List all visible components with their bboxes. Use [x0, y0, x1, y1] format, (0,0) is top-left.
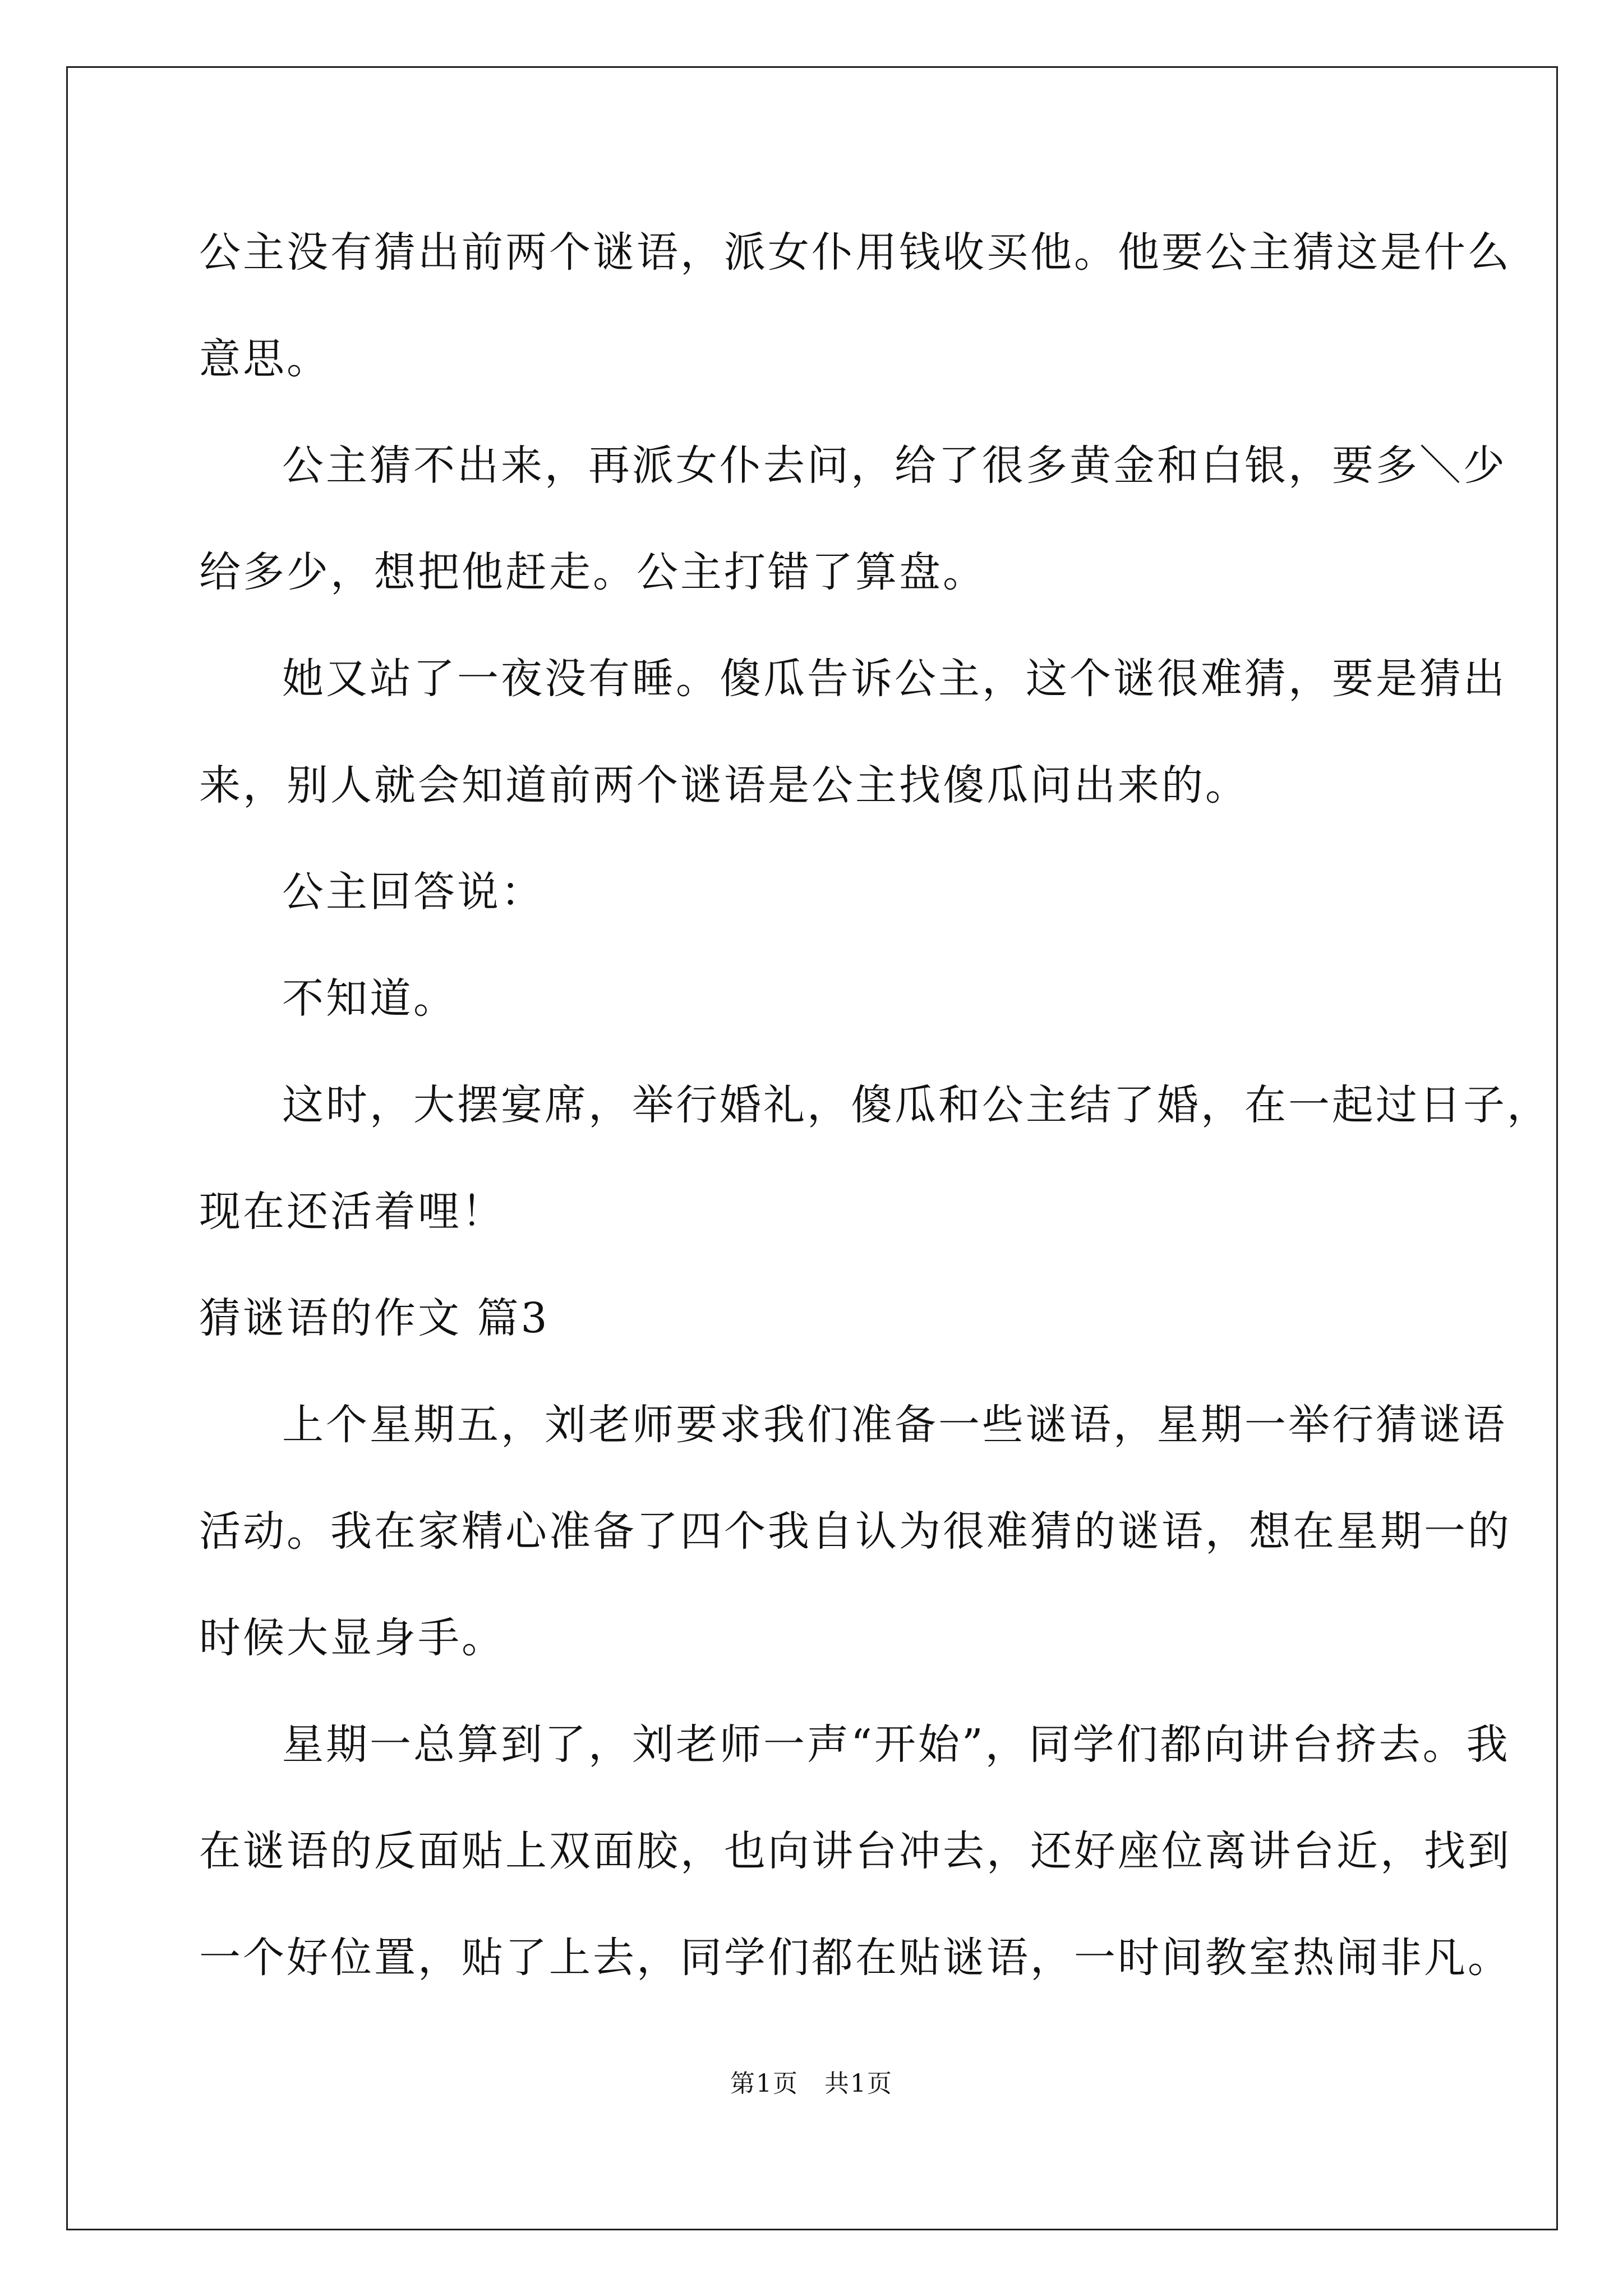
paragraph-line: 在谜语的反面贴上双面胶，也向讲台冲去，还好座位离讲台近，找到 [199, 1827, 1511, 1875]
paragraph-line: 她又站了一夜没有睡。傻瓜告诉公主，这个谜很难猜，要是猜出 [282, 655, 1507, 703]
paragraph-line: 上个星期五，刘老师要求我们准备一些谜语，星期一举行猜谜语 [282, 1401, 1507, 1449]
paragraph-line: 意思。 [199, 335, 330, 383]
paragraph-line: 现在还活着哩！ [199, 1188, 505, 1236]
paragraph-line: 星期一总算到了，刘老师一声“开始”，同学们都向讲台挤去。我 [282, 1720, 1510, 1769]
paragraph-line: 时候大显身手。 [199, 1614, 505, 1662]
paragraph-line: 给多少，想把他赶走。公主打错了算盘。 [199, 548, 986, 596]
page-border [66, 66, 1558, 2230]
page-number-footer: 第1页 共1页 [730, 2069, 893, 2098]
paragraph-line: 公主猜不出来，再派女仆去问，给了很多黄金和白银，要多＼少 [282, 441, 1507, 490]
paragraph-line: 活动。我在家精心准备了四个我自认为很难猜的谜语，想在星期一的 [199, 1507, 1511, 1556]
paragraph-line: 这时，大摆宴席，举行婚礼，傻瓜和公主结了婚，在一起过日子， [282, 1081, 1551, 1129]
paragraph-line: 来，别人就会知道前两个谜语是公主找傻瓜问出来的。 [199, 761, 1249, 809]
paragraph-line: 不知道。 [282, 974, 457, 1023]
paragraph-line: 一个好位置，贴了上去，同学们都在贴谜语，一时间教室热闹非凡。 [199, 1934, 1511, 1982]
paragraph-line: 公主回答说： [282, 868, 545, 916]
section-heading: 猜谜语的作文 篇3 [199, 1294, 550, 1342]
paragraph-line: 公主没有猜出前两个谜语，派女仆用钱收买他。他要公主猜这是什么 [199, 228, 1511, 277]
